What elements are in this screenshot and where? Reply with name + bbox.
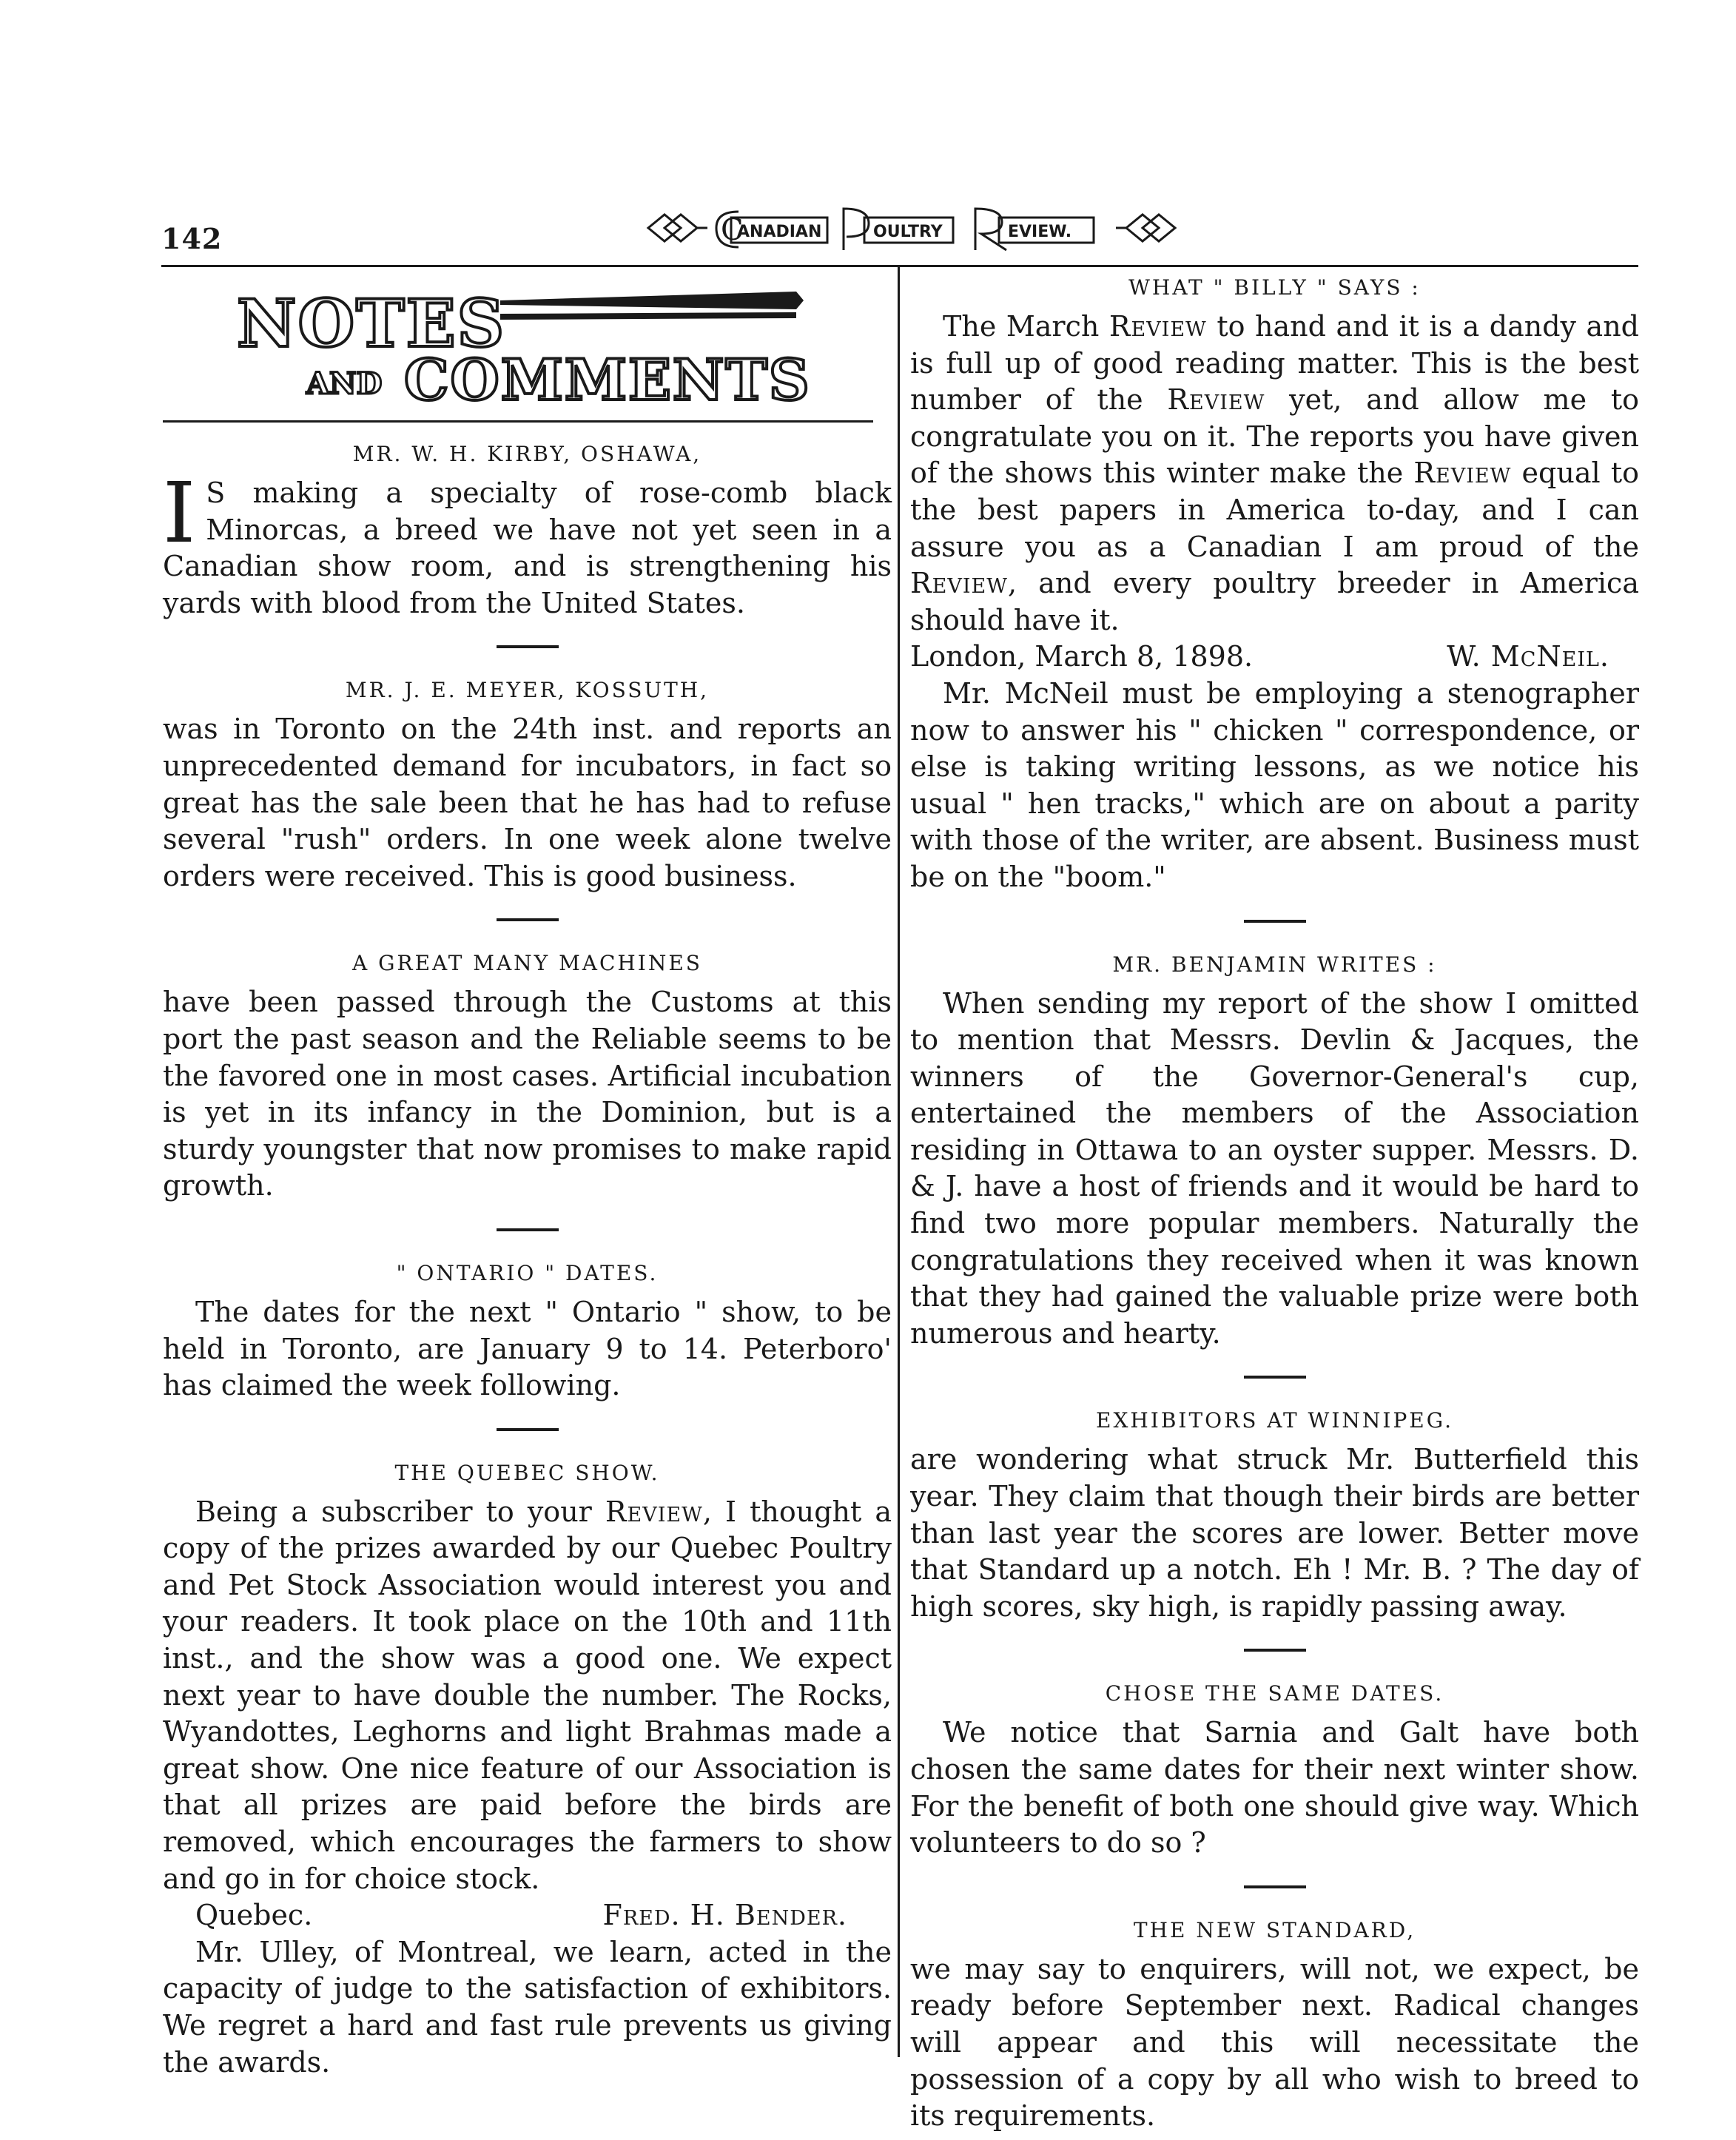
column-divider <box>898 266 900 2057</box>
section-divider <box>1244 920 1306 923</box>
signature-name: W. McNeil. <box>1447 640 1609 673</box>
section-heading: MR. W. H. KIRBY, OSHAWA, <box>352 442 702 466</box>
section-ontario-dates <box>163 1261 892 1404</box>
section-text <box>163 1494 892 1898</box>
ornament-right-icon <box>1116 215 1175 241</box>
text-run: yet, and allow me to congratulate you on it. The reports you have given of the shows this winter make the <box>910 383 1639 490</box>
letter-r-frame <box>975 209 1006 250</box>
section-machines <box>163 951 892 1205</box>
text-run: equal to the best papers in America to-day, and I can assure you as a Canadian I am proud of the <box>910 457 1639 563</box>
section-text: are wondering what struck Mr. Butterfield this year. They claim that though their birds are better than last year the scores are lower. Better move that Standard up a notch. Eh ! Mr. B. ? The day of high scores, sky high, is rapidly passing away. <box>910 1443 1639 1623</box>
banner-comments-word: COMMENTS <box>404 347 811 413</box>
text-run: The March <box>943 310 1109 343</box>
section-billy-says <box>910 275 1639 896</box>
section-divider <box>497 1428 559 1431</box>
banner-notes-word: NOTES <box>237 285 506 362</box>
notes-and-comments-banner <box>234 275 818 416</box>
text-run: , I thought a copy of the prizes awarded by our Quebec Poultry and Pet Stock Association would interest you and your readers. It took place on the 10th and 11th inst., and the show was a good one. We expect next year to have double the number. The Rocks, Wyandottes, Leghorns and light Brahmas made a great show. One nice feature of our Association is that all prizes are paid before the birds are removed, which encourages the farmers to show and go in for choice stock. <box>163 1495 892 1895</box>
section-divider <box>1244 1885 1306 1888</box>
header-rule <box>161 265 1638 267</box>
section-body: S making a specialty of rose-comb black Minorcas, a breed we have not yet seen in a Canadian show room, and is strengthening his yards with blood from the United States. <box>163 477 892 619</box>
section-meyer <box>163 678 892 895</box>
section-exhibitors-winnipeg <box>910 1408 1639 1625</box>
review-word: Review <box>910 567 1008 600</box>
followup-text: Mr. McNeil must be employing a stenographer now to answer his " chicken " correspondence, or else is taking writing lessons, as we notice his usual " hen tracks," which are on about a parity with those of the writer, are absent. Business must be on the "boom." <box>910 676 1639 893</box>
banner-rule <box>163 420 873 423</box>
section-new-standard <box>910 1918 1639 2135</box>
review-word: Review <box>1413 457 1512 490</box>
section-heading: MR. J. E. MEYER, KOSSUTH, <box>345 678 710 703</box>
section-text: When sending my report of the show I omitted to mention that Messrs. Devlin & Jacques, the winners of the Governor-General's cup, entertained the members of the Association residing in Ottawa to an oyster supper. Messrs. D. & J. have a host of friends and it would be hard to find two more popular members. Naturally the congratulations they received when it was known that they had gained the valuable prize were both numerous and hearty. <box>910 986 1639 1350</box>
text-run: Being a subscriber to your <box>195 1495 605 1528</box>
section-divider <box>497 645 559 648</box>
masthead-initial-c: C <box>721 213 744 247</box>
masthead-title <box>642 198 1190 258</box>
review-word: Review <box>605 1495 703 1528</box>
section-heading: WHAT " BILLY " SAYS : <box>1128 275 1421 300</box>
section-heading: EXHIBITORS AT WINNIPEG. <box>1096 1408 1453 1433</box>
masthead-word-poultry: OULTRY <box>873 223 943 241</box>
section-quebec-show <box>163 1461 892 2082</box>
section-heading: A GREAT MANY MACHINES <box>352 951 702 976</box>
signature-place: Quebec. <box>195 1899 313 1932</box>
pen-icon <box>500 292 804 320</box>
signature-name: Fred. H. Bender. <box>602 1899 847 1932</box>
section-divider <box>1244 1376 1306 1379</box>
banner-and-word: AND <box>306 366 383 401</box>
section-heading: CHOSE THE SAME DATES. <box>1105 1681 1444 1706</box>
section-text: We notice that Sarnia and Galt have both chosen the same dates for their next winter show. For the benefit of both one should give way. Which volunteers to do so ? <box>910 1716 1639 1860</box>
masthead-word-review: EVIEW. <box>1008 223 1072 241</box>
signature-line <box>910 639 1639 676</box>
section-divider <box>497 918 559 921</box>
section-text: was in Toronto on the 24th inst. and reports an unprecedented demand for incubators, in fact so great has the sale been that he has had to refuse several "rush" orders. In one week alone twelve orders were received. This is good business. <box>163 713 892 892</box>
page-number: 142 <box>161 222 223 255</box>
text-run: to hand and it is a dandy and is full up of good reading matter. This is the best number of the <box>910 310 1639 417</box>
section-heading: MR. BENJAMIN WRITES : <box>1112 952 1437 977</box>
section-divider <box>1244 1649 1306 1652</box>
ornament-left-icon <box>648 215 707 241</box>
left-column <box>163 275 892 2081</box>
section-heading: THE QUEBEC SHOW. <box>394 1460 660 1485</box>
text-run: , and every poultry breeder in America should have it. <box>910 567 1639 636</box>
section-benjamin-writes <box>910 952 1639 1353</box>
section-divider <box>497 1228 559 1231</box>
section-text <box>910 309 1639 639</box>
section-text: have been passed through the Customs at this port the past season and the Reliable seems to be the favored one in most cases. Artificial incubation is yet in its infancy in the Dominion, but is a sturdy youngster that now promises to make rapid growth. <box>163 986 892 1202</box>
signature-line <box>163 1897 892 1934</box>
review-word: Review <box>1108 310 1207 343</box>
right-column <box>910 275 1639 2135</box>
review-word: Review <box>1167 383 1265 417</box>
section-heading: THE NEW STANDARD, <box>1133 1917 1416 1942</box>
section-kirby <box>163 442 892 622</box>
masthead-word-canadian: ANADIAN <box>737 223 822 241</box>
section-heading: " ONTARIO " DATES. <box>396 1260 659 1285</box>
section-same-dates <box>910 1681 1639 1861</box>
followup-text: Mr. Ulley, of Montreal, we learn, acted in the capacity of judge to the satisfaction of exhibitors. We regret a hard and fast rule prevents us giving the awards. <box>163 1935 892 2079</box>
section-text <box>163 465 892 622</box>
section-text: we may say to enquirers, will not, we expect, be ready before September next. Radical changes will appear and this will necessitate the possession of a copy by all who wish to breed to its requirements. <box>910 1952 1639 2133</box>
section-text: The dates for the next " Ontario " show, to be held in Toronto, are January 9 to 14. Peterboro' has claimed the week following. <box>163 1295 892 1402</box>
drop-cap: I <box>163 465 196 562</box>
signature-place: London, March 8, 1898. <box>910 640 1254 673</box>
